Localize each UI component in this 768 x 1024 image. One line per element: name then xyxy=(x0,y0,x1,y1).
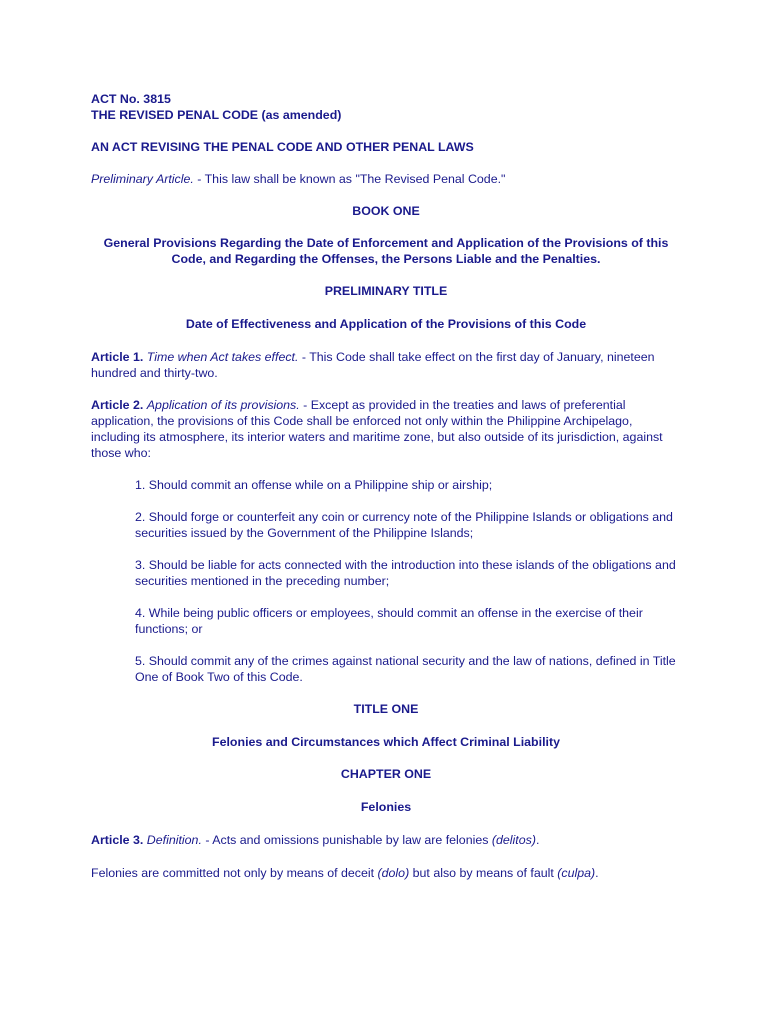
list-item: 3. Should be liable for acts connected with the introduction into these islands of the obligations and securities mentioned in the preceding number; xyxy=(135,558,676,588)
act-heading: AN ACT REVISING THE PENAL CODE AND OTHER PENAL LAWS xyxy=(91,140,474,154)
act-number: ACT No. 3815 xyxy=(91,92,171,106)
general-provisions-heading: General Provisions Regarding the Date of Enforcement and Application of the Provisions of this Code, and Regarding the Offenses, the Persons Liable and the Penalties. xyxy=(103,236,669,266)
article-1-label: Article 1. xyxy=(91,350,144,364)
felonies-means-end: . xyxy=(595,866,599,880)
title-one-heading: TITLE ONE xyxy=(353,702,419,716)
article-2-text: - Except as provided in the treaties and laws of preferential application, the provisions of this Code shall be enforced not only within the Philippine Archipelago, including its atmosphere, its interior waters and maritime zone, but also outside of its jurisdiction, against those who: xyxy=(91,398,663,460)
article-1-text: - This Code shall take effect on the first day of January, nineteen hundred and thirty-two. xyxy=(91,350,655,380)
article-3 xyxy=(91,832,681,848)
list-item: 2. Should forge or counterfeit any coin or currency note of the Philippine Islands or obligations and securities issued by the Government of the Philippine Islands; xyxy=(135,510,673,540)
article-2-label: Article 2. xyxy=(91,398,144,412)
article-1-title: Time when Act takes effect. xyxy=(146,350,299,364)
article-3-term: (delitos) xyxy=(491,833,536,847)
preliminary-article-label: Preliminary Article. xyxy=(91,172,194,186)
felonies-heading: Felonies xyxy=(360,800,412,814)
felonies-means-text-2: but also by means of fault xyxy=(409,866,558,880)
book-one-heading: BOOK ONE xyxy=(352,204,420,218)
chapter-one-heading: CHAPTER ONE xyxy=(340,767,432,781)
article-2-list xyxy=(135,477,681,685)
article-3-label: Article 3. xyxy=(91,833,144,847)
article-3-end: . xyxy=(535,833,540,847)
article-2 xyxy=(91,397,681,461)
list-item: 1. Should commit an offense while on a Philippine ship or airship; xyxy=(135,478,493,492)
felonies-circumstances-heading: Felonies and Circumstances which Affect Criminal Liability xyxy=(212,735,560,749)
date-effectiveness-heading: Date of Effectiveness and Application of the Provisions of this Code xyxy=(185,317,587,331)
preliminary-title-heading: PRELIMINARY TITLE xyxy=(324,284,448,298)
preliminary-article xyxy=(91,171,681,187)
article-1 xyxy=(91,349,681,381)
culpa-term: (culpa) xyxy=(557,866,596,880)
article-3-title: Definition. xyxy=(146,833,202,847)
list-item: 4. While being public officers or employees, should commit an offense in the exercise of their functions; or xyxy=(135,606,643,636)
document-page xyxy=(91,91,681,881)
felonies-means-paragraph xyxy=(91,865,681,881)
article-2-title: Application of its provisions. xyxy=(146,398,300,412)
code-title: THE REVISED PENAL CODE (as amended) xyxy=(91,108,342,122)
article-3-text: - Acts and omissions punishable by law are felonies xyxy=(201,833,492,847)
dolo-term: (dolo) xyxy=(377,866,410,880)
felonies-means-text-1: Felonies are committed not only by means of deceit xyxy=(91,866,378,880)
list-item: 5. Should commit any of the crimes against national security and the law of nations, defined in Title One of Book Two of this Code. xyxy=(135,654,676,684)
preliminary-article-text: - This law shall be known as "The Revised Penal Code." xyxy=(193,172,506,186)
